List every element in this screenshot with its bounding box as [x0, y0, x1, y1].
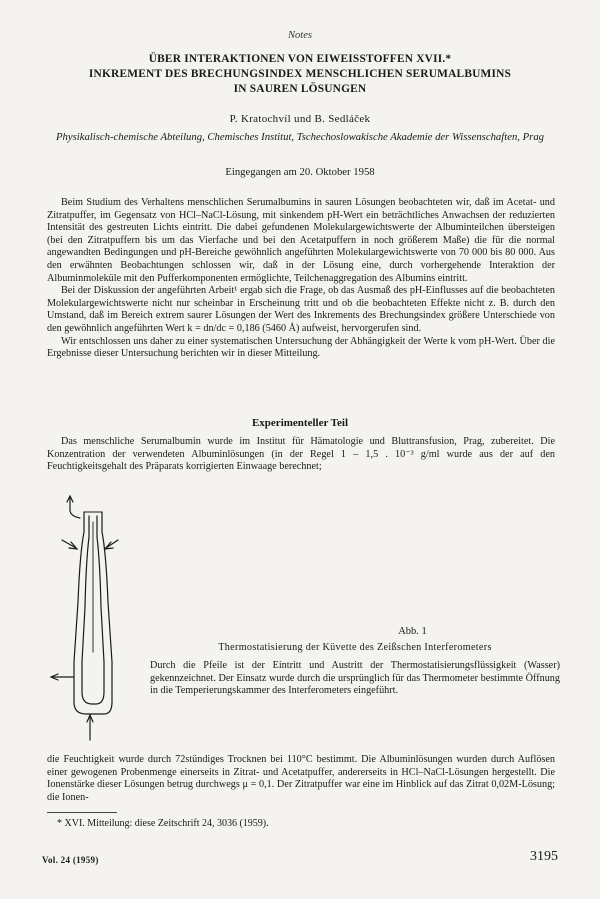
figure-title: Thermostatisierung der Küvette des Zeißschen Interferometers	[218, 641, 492, 653]
cuvette-diagram	[40, 492, 140, 747]
paragraph: Das menschliche Serumalbumin wurde im Institut für Hämatologie und Bluttransfusion, Prag, zubereitet. Die Konzentration der verwendeten Albuminlösungen (in der Regel 1 – 1,5 . 10⁻³ g/ml wurde aus der auf den Feuchtigkeitsgehalt des Präparats korrigierten Einwaage berechnet;	[47, 436, 555, 473]
figure-diagram	[40, 492, 140, 747]
received-date: Eingegangen am 20. Oktober 1958	[225, 166, 375, 178]
article-title	[40, 52, 560, 97]
paragraph: Wir entschlossen uns daher zu einer systematischen Untersuchung der Abhängigkeit der Werte k vom pH-Wert. Über die Ergebnisse dieser Untersuchung berichten wir in dieser Mitteilung.	[47, 335, 555, 360]
methods-text	[47, 436, 555, 474]
figure-caption	[150, 626, 560, 698]
page-number: 3195	[530, 849, 558, 864]
continuation-text	[47, 754, 555, 804]
introduction	[47, 197, 555, 361]
authors: P. Kratochvíl und B. Sedláček	[229, 113, 371, 125]
figure-description: Durch die Pfeile ist der Eintritt und Austritt der Thermostatisierungsflüssigkeit (Wasser) gekennzeichnet. Der Einsatz wurde durch die ursprünglich für das Thermometer bestimmte Öffnung in die Temperierungskammer des Interferometers eingeführt.	[150, 660, 560, 697]
title-line-1: ÜBER INTERAKTIONEN VON EIWEISSTOFFEN XVII.*	[148, 53, 452, 65]
footnote-divider	[47, 812, 117, 813]
figure-label: Abb. 1	[398, 626, 427, 637]
paragraph: die Feuchtigkeit wurde durch 72stündiges Trocknen bei 110°C bestimmt. Die Albuminlösungen wurden durch Auflösen einer gewogenen Probenmenge einerseits in Zitrat- und Acetatpuffer, andererseits in HCl–NaCl-Lösungen hergestellt. Die Ionenstärke dieser Lösungen betrug durchwegs μ = 0,1. Der Zitratpuffer war eine im Hinblick auf das Zitrat 0,02M-Lösung; die Ionen-	[47, 754, 555, 803]
running-head: Notes	[288, 30, 312, 41]
title-line-3: IN SAUREN LÖSUNGEN	[233, 83, 367, 95]
paragraph: Bei der Diskussion der angeführten Arbeit¹ ergab sich die Frage, ob das Ausmaß des pH-Einflusses auf die beobachteten Molekulargewichtswerte nicht nur scheinbar in Erscheinung tritt und ob die beobachteten Effekte nicht z. B. durch den Umstand, daß im Bereich extrem saurer Lösungen der Wert des Inkrements des Brechungsindex größere Unterschiede von den gewöhnlich angeführten Wert k = dn/dc = 0,186 (5460 Å) aufweist, hervorgerufen sind.	[47, 285, 555, 334]
affiliation: Physikalisch-chemische Abteilung, Chemisches Institut, Tschechoslowakische Akademie der Wissenschaften, Prag	[55, 131, 545, 143]
paragraph: Beim Studium des Verhaltens menschlichen Serumalbumins in sauren Lösungen beobachteten wir, daß im Acetat- und Zitratpuffer, im Gegensatz von HCl–NaCl-Lösung, mit sinkendem pH-Wert ein beträchtliches Anwachsen der reduzierten Intensität des gestreuten Lichts eintritt. Die dabei gefundenen Molekulargewichtswerte der Albuminteilchen übersteigen (bei den Zitratpuffern bis um das Vierfache und bei den Acetatpuffern in noch größerem Maße) die für die normal angewandten Bedingungen und pH-Bereiche gewöhnlich angeführten Molekulargewichtswerte von 70 000 bis 80 000. Aus den erwähnten Beobachtungen schlossen wir, daß in der Lösung eine, durch vorhergehende Interaktion der Albuminmoleküle mit den Pufferkomponenten ermöglichte, Teilchenaggregation des Albumins eintritt.	[47, 197, 555, 284]
title-line-2: INKREMENT DES BRECHUNGSINDEX MENSCHLICHEN SERUMALBUMINS	[88, 68, 512, 80]
volume-info: Vol. 24 (1959)	[42, 855, 99, 865]
footnote: * XVI. Mitteilung: diese Zeitschrift 24, 3036 (1959).	[57, 818, 269, 829]
section-heading: Experimenteller Teil	[251, 417, 349, 429]
